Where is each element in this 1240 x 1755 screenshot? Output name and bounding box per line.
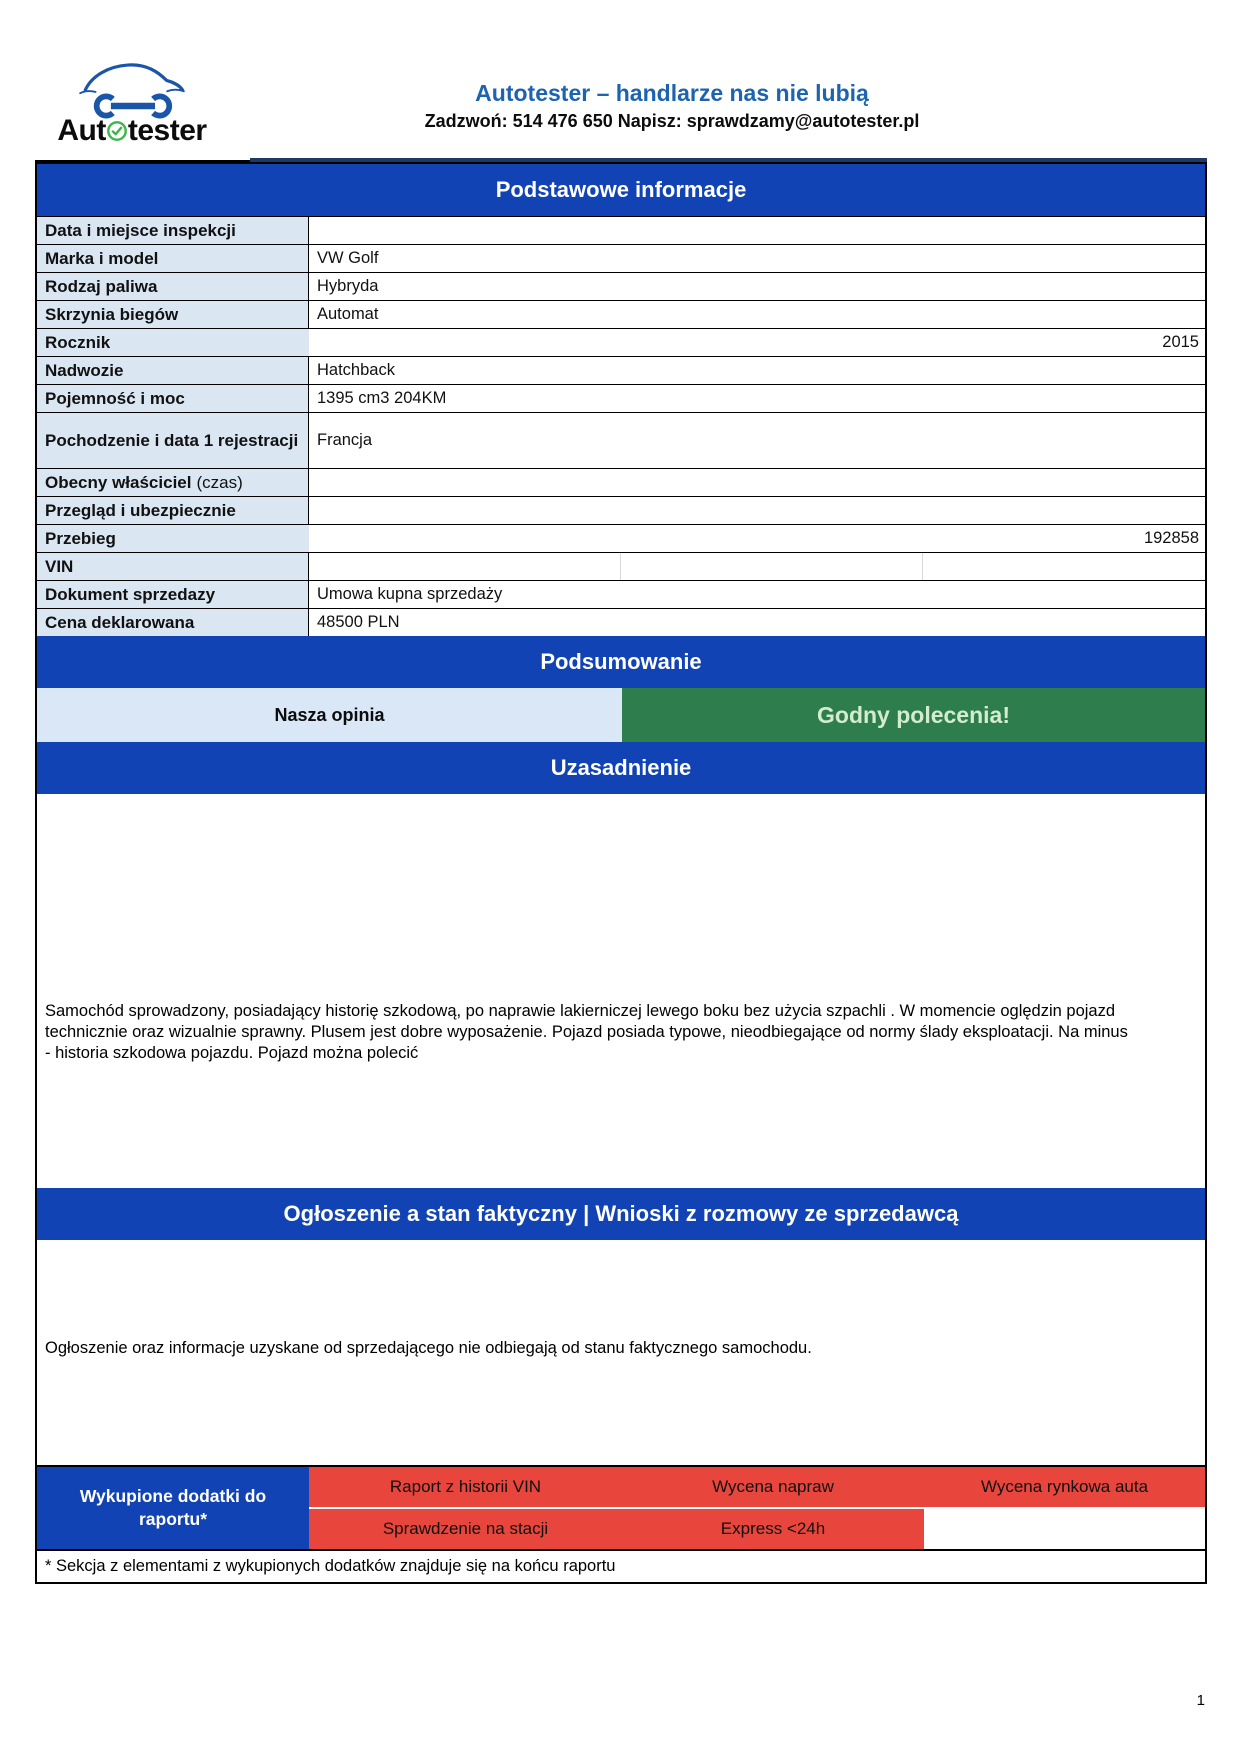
table-row [37,580,1205,608]
row-label: Dokument sprzedazy [37,581,309,608]
addons-footnote: * Sekcja z elementami z wykupionych dodatków znajduje się na końcu raportu [37,1549,1205,1582]
row-label: Rocznik [37,329,309,356]
row-label: Skrzynia biegów [37,301,309,328]
opinion-row [37,688,1205,742]
row-value: 1395 cm3 204KM [317,389,447,407]
table-row [37,216,1205,244]
addon-item: Raport z historii VIN [309,1467,622,1507]
row-label: Pojemność i moc [37,385,309,412]
row-value: VW Golf [317,249,379,267]
opinion-label: Nasza opinia [37,688,622,742]
row-value [309,553,1205,580]
addons-table [37,1465,1205,1549]
table-row [37,608,1205,636]
row-label: Marka i model [37,245,309,272]
table-row [37,496,1205,524]
row-value: Francja [317,431,373,449]
addon-item: Sprawdzenie na stacji [309,1509,622,1549]
section-title-basic-info: Podstawowe informacje [37,164,1205,216]
listing-text: Ogłoszenie oraz informacje uzyskane od sprzedającego nie odbiegają od stanu faktycznego samochodu. [45,1339,812,1357]
row-value [309,497,1205,524]
page-number: 1 [1196,1692,1205,1709]
vin-cell-1 [309,553,621,580]
header-divider [35,158,1207,162]
row-value: Hybryda [317,277,379,295]
row-label: Data i miejsce inspekcji [37,217,309,244]
header-text [52,80,1240,132]
table-row [37,244,1205,272]
table-row [37,300,1205,328]
table-row-vin [37,552,1205,580]
table-row [37,384,1205,412]
row-value [309,217,1205,244]
report-body [35,162,1207,1584]
vin-cell-3 [923,553,1205,580]
addon-item: Wycena rynkowa auta [924,1467,1205,1507]
table-row [37,524,1205,552]
addon-item: Wycena napraw [622,1467,924,1507]
section-title-summary: Podsumowanie [37,636,1205,688]
table-row [37,412,1205,468]
addon-empty-cell [924,1509,1205,1549]
row-value [309,469,1205,496]
section-title-listing: Ogłoszenie a stan faktyczny | Wnioski z rozmowy ze sprzedawcą [37,1188,1205,1240]
row-label: Obecny właściciel (czas) [37,469,309,496]
row-value: 2015 [1162,333,1199,351]
addons-header: Wykupione dodatki do raportu* [37,1467,309,1549]
row-label: VIN [37,553,309,580]
row-label: Cena deklarowana [37,609,309,636]
row-value: Automat [317,305,379,323]
vin-cell-2 [621,553,923,580]
table-row [37,272,1205,300]
row-value: Umowa kupna sprzedaży [317,585,503,603]
opinion-verdict-badge: Godny polecenia! [622,688,1205,742]
row-label: Przebieg [37,525,309,552]
row-label: Przegląd i ubezpiecznie [37,497,309,524]
section-title-justification: Uzasadnienie [37,742,1205,794]
row-label: Nadwozie [37,357,309,384]
row-value: 48500 PLN [317,613,400,631]
table-row [37,356,1205,384]
table-row [37,468,1205,496]
row-value: Hatchback [317,361,395,379]
row-value: 192858 [1143,529,1199,547]
row-label: Pochodzenie i data 1 rejestracji [37,413,309,468]
contact-line: Zadzwoń: 514 476 650 Napisz: sprawdzamy@autotester.pl [424,111,920,131]
addon-item: Express <24h [622,1509,924,1549]
header [0,0,1240,158]
row-label: Rodzaj paliwa [37,273,309,300]
logo-wordmark: Aut tester [57,114,207,147]
brand-tagline: Autotester – handlarze nas nie lubią [475,80,869,106]
table-row [37,328,1205,356]
justification-text: Samochód sprowadzony, posiadający historię szkodową, po naprawie lakierniczej lewego boku bez użycia szpachli . W momencie oględzin pojazd technicznie oraz wizualnie sprawny. Plusem jest dobre wyposażenie. Pojazd posiada typowe, nieodbiegające od normy ślady eksploatacji. Na minus - historia szkodowa pojazdu. Pojazd można polecić [45,1002,1128,1062]
